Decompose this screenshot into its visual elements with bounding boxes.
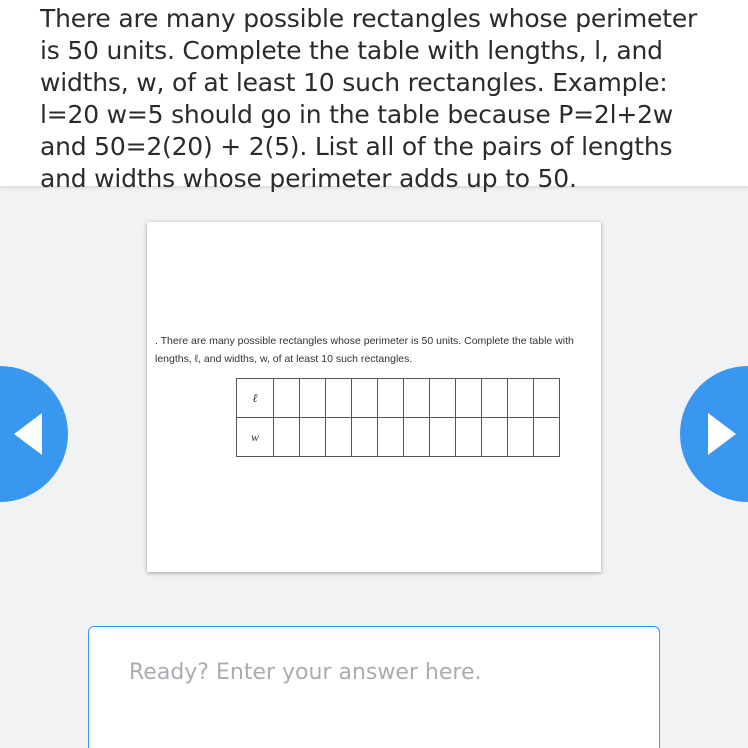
table-cell xyxy=(378,418,404,457)
table-row xyxy=(237,379,560,418)
attachment-image[interactable] xyxy=(147,222,601,572)
table-cell xyxy=(274,379,300,418)
table-cell xyxy=(430,379,456,418)
table-cell xyxy=(508,379,534,418)
table-cell xyxy=(404,379,430,418)
table-cell xyxy=(326,379,352,418)
table-cell xyxy=(378,379,404,418)
table-cell xyxy=(482,379,508,418)
row-header-width: w xyxy=(237,418,274,457)
table-cell xyxy=(274,418,300,457)
question-text: There are many possible rectangles whose perimeter is 50 units. Complete the table with lengths, l, and widths, w, of at least 10 such rectangles. Example: l=20 w=5 should go in the table because P=2l+2w and 50=2(20) + 2(5). List all of the pairs of lengths and widths whose perimeter adds up to 50. xyxy=(40,4,698,193)
table-cell xyxy=(300,379,326,418)
table-cell xyxy=(482,418,508,457)
table-cell xyxy=(456,418,482,457)
previous-button[interactable] xyxy=(0,366,68,502)
answer-box[interactable] xyxy=(88,626,660,748)
table-cell xyxy=(404,418,430,457)
table-cell xyxy=(534,379,560,418)
answer-table xyxy=(236,378,560,457)
next-button[interactable] xyxy=(680,366,748,502)
table-cell xyxy=(456,379,482,418)
table-cell xyxy=(508,418,534,457)
chevron-right-icon xyxy=(708,413,736,455)
question-card xyxy=(0,0,748,193)
table-cell xyxy=(300,418,326,457)
answer-input[interactable] xyxy=(129,655,629,689)
table-cell xyxy=(352,379,378,418)
table-cell xyxy=(326,418,352,457)
table-row xyxy=(237,418,560,457)
table-cell xyxy=(430,418,456,457)
table-cell xyxy=(534,418,560,457)
attachment-question-text: . There are many possible rectangles whose perimeter is 50 units. Complete the table with lengths, ℓ, and widths, w, of at least 10 such rectangles. xyxy=(155,335,574,365)
row-header-length: ℓ xyxy=(237,379,274,418)
chevron-left-icon xyxy=(14,413,42,455)
table-cell xyxy=(352,418,378,457)
